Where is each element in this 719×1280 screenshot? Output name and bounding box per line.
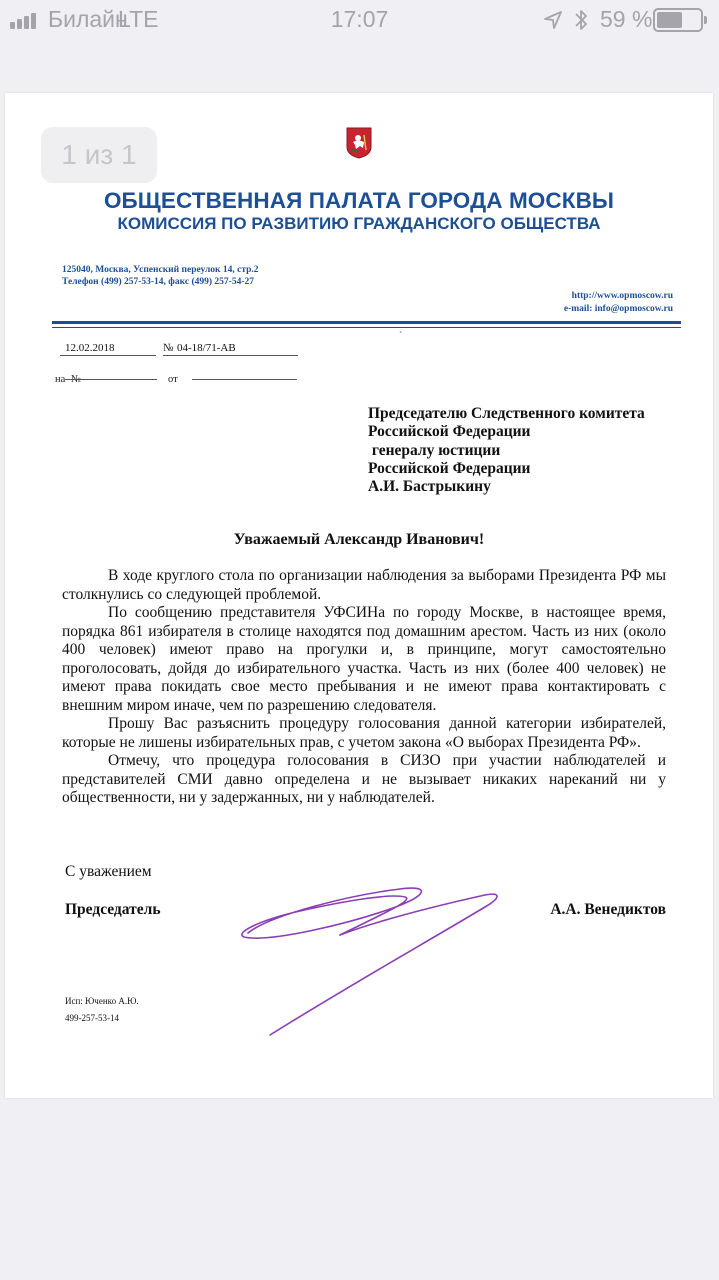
- outgoing-number: 04-18/71-АВ: [177, 342, 236, 354]
- carrier-name: Билайн: [48, 6, 128, 32]
- letter-body: [62, 567, 666, 808]
- header-divider: [52, 321, 681, 324]
- signer-title: Председатель: [65, 901, 161, 918]
- status-bar: [0, 0, 719, 40]
- body-paragraph: В ходе круглого стола по организации наблюдения за выборами Президента РФ мы столкнулись со следующей проблемой.: [62, 567, 666, 603]
- stray-mark: `: [399, 331, 403, 342]
- outgoing-number-label: №: [163, 342, 174, 354]
- executor-name: Исп: Юченко А.Ю.: [65, 996, 139, 1006]
- addressee-line: Российской Федерации: [368, 459, 531, 477]
- battery-percent: 59 %: [600, 6, 653, 32]
- clock: 17:07: [330, 6, 389, 32]
- network-type: LTE: [118, 6, 159, 32]
- handwritten-signature: [230, 875, 530, 1045]
- body-paragraph: По сообщению представителя УФСИНа по городу Москве, в настоящее время, порядка 861 избирателя в столице находятся под домашним арестом. Часть из них (около 400 человек) имеют право на прогулки и, в принципе, могут самостоятельно проголосовать, дойдя до избирательного участка. Часть из них (более 400 человек) не имеют права покидать свое место пребывания и не имеют права контактировать с внешним миром иначе, чем по разрешению следователя.: [62, 604, 666, 714]
- addressee-line: Председателю Следственного комитета: [368, 405, 645, 422]
- addressee-line: А.И. Бастрыкину: [368, 478, 491, 496]
- outgoing-date: 12.02.2018: [65, 342, 115, 354]
- reference-label: на: [55, 374, 66, 385]
- addressee-line: Российской Федерации: [368, 423, 531, 441]
- date-underline: [60, 355, 156, 356]
- location-arrow-icon: [543, 10, 563, 30]
- document-page[interactable]: [5, 93, 713, 1098]
- bluetooth-icon: [574, 8, 588, 32]
- number-underline: [163, 355, 298, 356]
- page-counter-badge: 1 из 1: [41, 127, 157, 183]
- salutation: Уважаемый Александр Иванович!: [233, 531, 485, 548]
- signer-name: А.А. Венедиктов: [550, 901, 666, 918]
- body-paragraph: Отмечу, что процедура голосования в СИЗО при участии наблюдателей и представителей СМИ давно определена и не вызывает никаких нареканий ни у общественности, ни у задержанных, ни у наблюдателей.: [62, 752, 666, 806]
- address-line: 125040, Москва, Успенский переулок 14, стр.2: [62, 265, 259, 275]
- email-link[interactable]: e-mail: info@opmoscow.ru: [563, 304, 673, 314]
- reference-underline: [65, 379, 157, 380]
- addressee-line: генералу юстиции: [368, 441, 501, 459]
- closing-phrase: С уважением: [65, 863, 152, 880]
- phone-fax-line: Телефон (499) 257-53-14, факс (499) 257-54-27: [62, 277, 254, 287]
- executor-phone: 499-257-53-14: [65, 1013, 119, 1023]
- header-divider-thin: [52, 327, 681, 328]
- body-paragraph: Прошу Вас разъяснить процедуру голосования данной категории избирателей, которые не лишены избирательных прав, с учетом закона «О выборах Президента РФ».: [62, 715, 666, 751]
- website-link[interactable]: http://www.opmoscow.ru: [571, 291, 673, 301]
- addressee-block: [368, 405, 645, 496]
- reference-date-label: от: [168, 374, 178, 385]
- commission-name: КОМИССИЯ ПО РАЗВИТИЮ ГРАЖДАНСКОГО ОБЩЕСТВА: [117, 214, 601, 233]
- organization-name: ОБЩЕСТВЕННАЯ ПАЛАТА ГОРОДА МОСКВЫ: [103, 188, 615, 213]
- reference-number-label: №: [71, 374, 82, 385]
- battery-icon: [653, 8, 709, 34]
- moscow-coat-of-arms-icon: [346, 127, 372, 159]
- reference-date-underline: [192, 379, 297, 380]
